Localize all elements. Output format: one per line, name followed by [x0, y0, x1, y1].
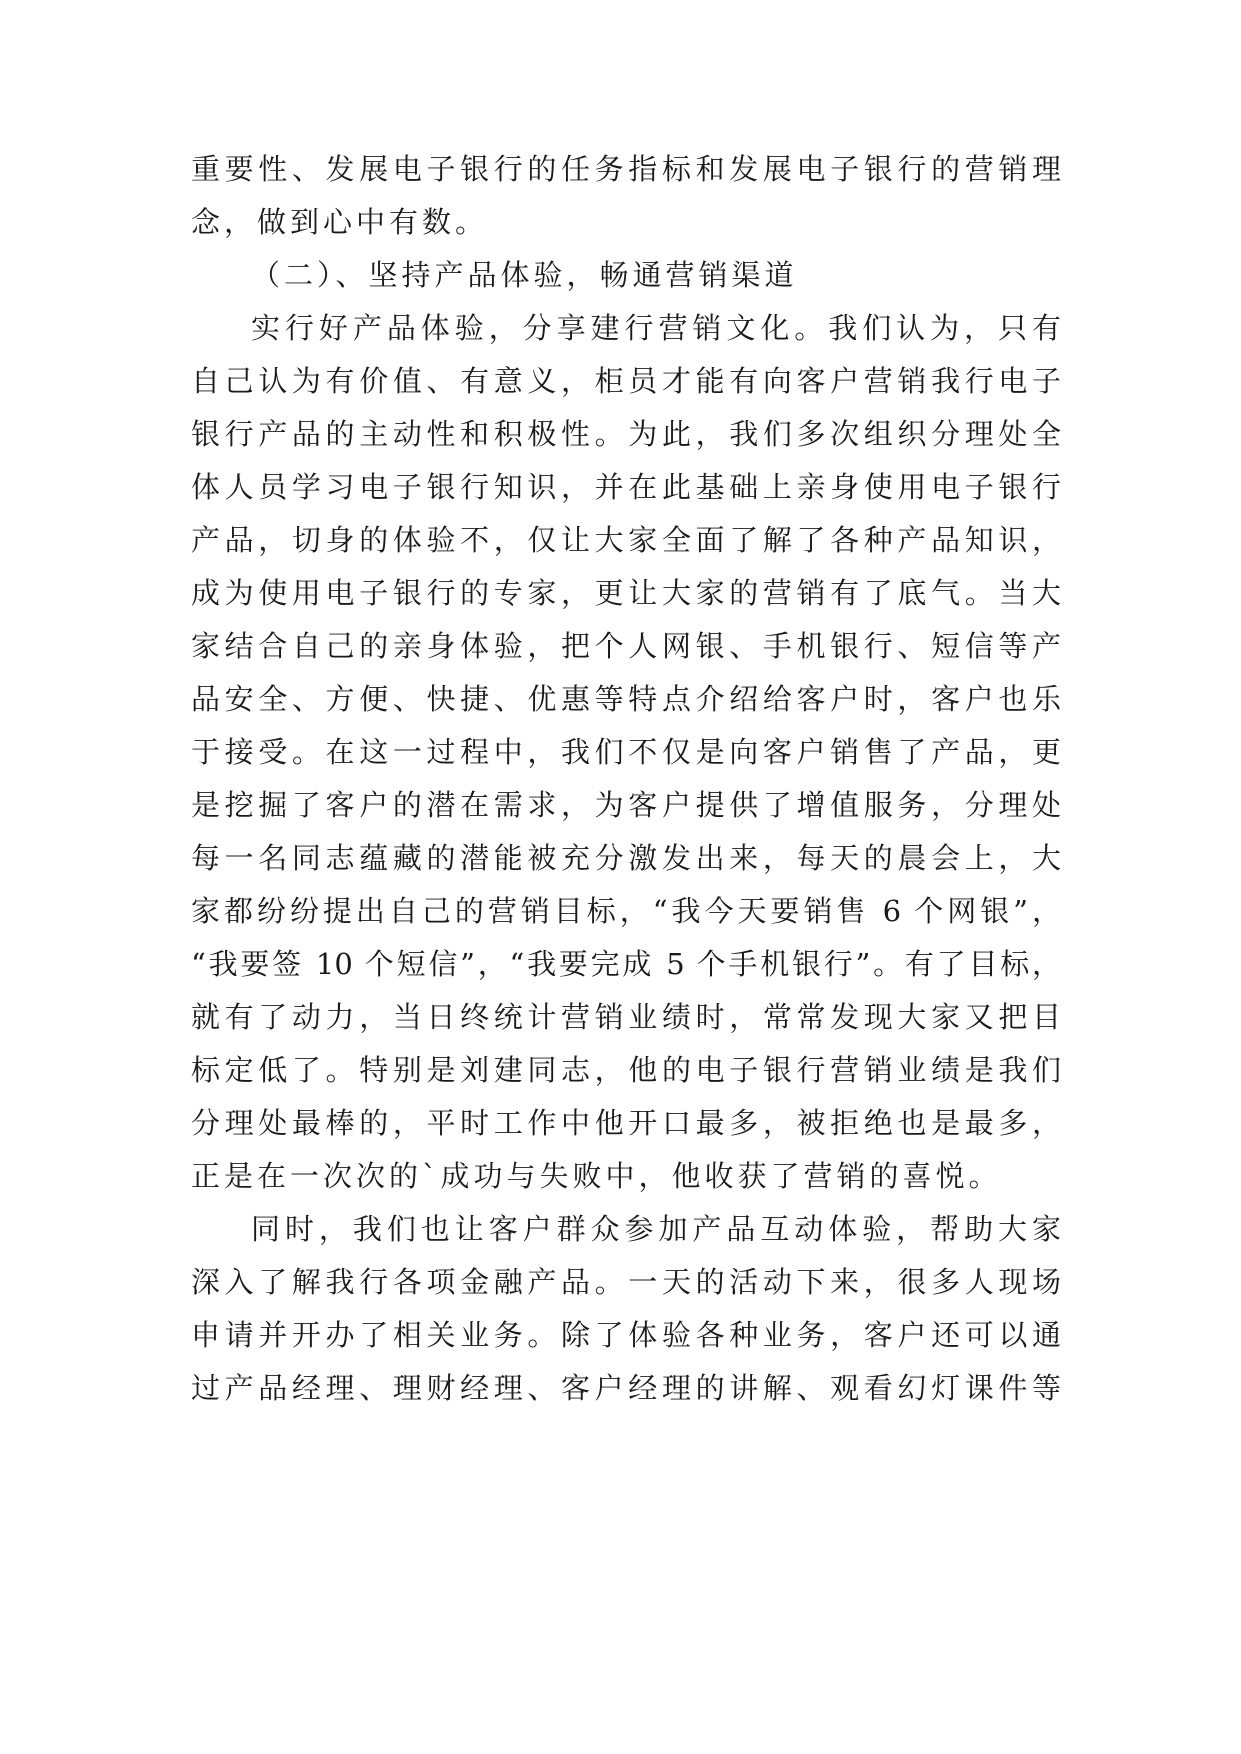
text-line: 每一名同志蕴藏的潜能被充分激发出来，每天的晨会上，大 — [191, 841, 1061, 875]
text-line: “我要签 10 个短信”，“我要完成 5 个手机银行”。有了目标， — [191, 947, 1061, 981]
text-line: 标定低了。特别是刘建同志，他的电子银行营销业绩是我们 — [191, 1053, 1061, 1087]
text-line: 正是在一次次的`成功与失败中，他收获了营销的喜悦。 — [191, 1159, 1002, 1193]
text-line: 成为使用电子银行的专家，更让大家的营销有了底气。当大 — [191, 576, 1061, 610]
text-line: 重要性、发展电子银行的任务指标和发展电子银行的营销理 — [191, 152, 1061, 186]
text-line: 分理处最棒的，平时工作中他开口最多，被拒绝也是最多， — [191, 1106, 1061, 1140]
text-line: 体人员学习电子银行知识，并在此基础上亲身使用电子银行 — [191, 470, 1061, 504]
text-line: 是挖掘了客户的潜在需求，为客户提供了增值服务，分理处 — [191, 788, 1061, 822]
text-line: 品安全、方便、快捷、优惠等特点介绍给客户时，客户也乐 — [191, 682, 1061, 716]
text-line: 家结合自己的亲身体验，把个人网银、手机银行、短信等产 — [191, 629, 1061, 663]
text-line: 于接受。在这一过程中，我们不仅是向客户销售了产品，更 — [191, 735, 1061, 769]
text-line: 银行产品的主动性和积极性。为此，我们多次组织分理处全 — [191, 417, 1061, 451]
text-line: 就有了动力，当日终统计营销业绩时，常常发现大家又把目 — [191, 1000, 1061, 1034]
text-line: 申请并开办了相关业务。除了体验各种业务，客户还可以通 — [191, 1318, 1061, 1352]
text-line: 家都纷纷提出自己的营销目标，“我今天要销售 6 个网银”， — [191, 894, 1061, 928]
text-line: 自己认为有价值、有意义，柜员才能有向客户营销我行电子 — [191, 364, 1061, 398]
text-line: 深入了解我行各项金融产品。一天的活动下来，很多人现场 — [191, 1265, 1061, 1299]
text-line: 同时，我们也让客户群众参加产品互动体验，帮助大家 — [251, 1212, 1061, 1246]
text-line: 过产品经理、理财经理、客户经理的讲解、观看幻灯课件等 — [191, 1371, 1061, 1405]
text-line: 实行好产品体验，分享建行营销文化。我们认为，只有 — [251, 311, 1061, 345]
text-line: 产品，切身的体验不，仅让大家全面了解了各种产品知识， — [191, 523, 1061, 557]
text-line: 念，做到心中有数。 — [191, 205, 489, 239]
section-heading: （二）、坚持产品体验，畅通营销渠道 — [251, 258, 798, 292]
